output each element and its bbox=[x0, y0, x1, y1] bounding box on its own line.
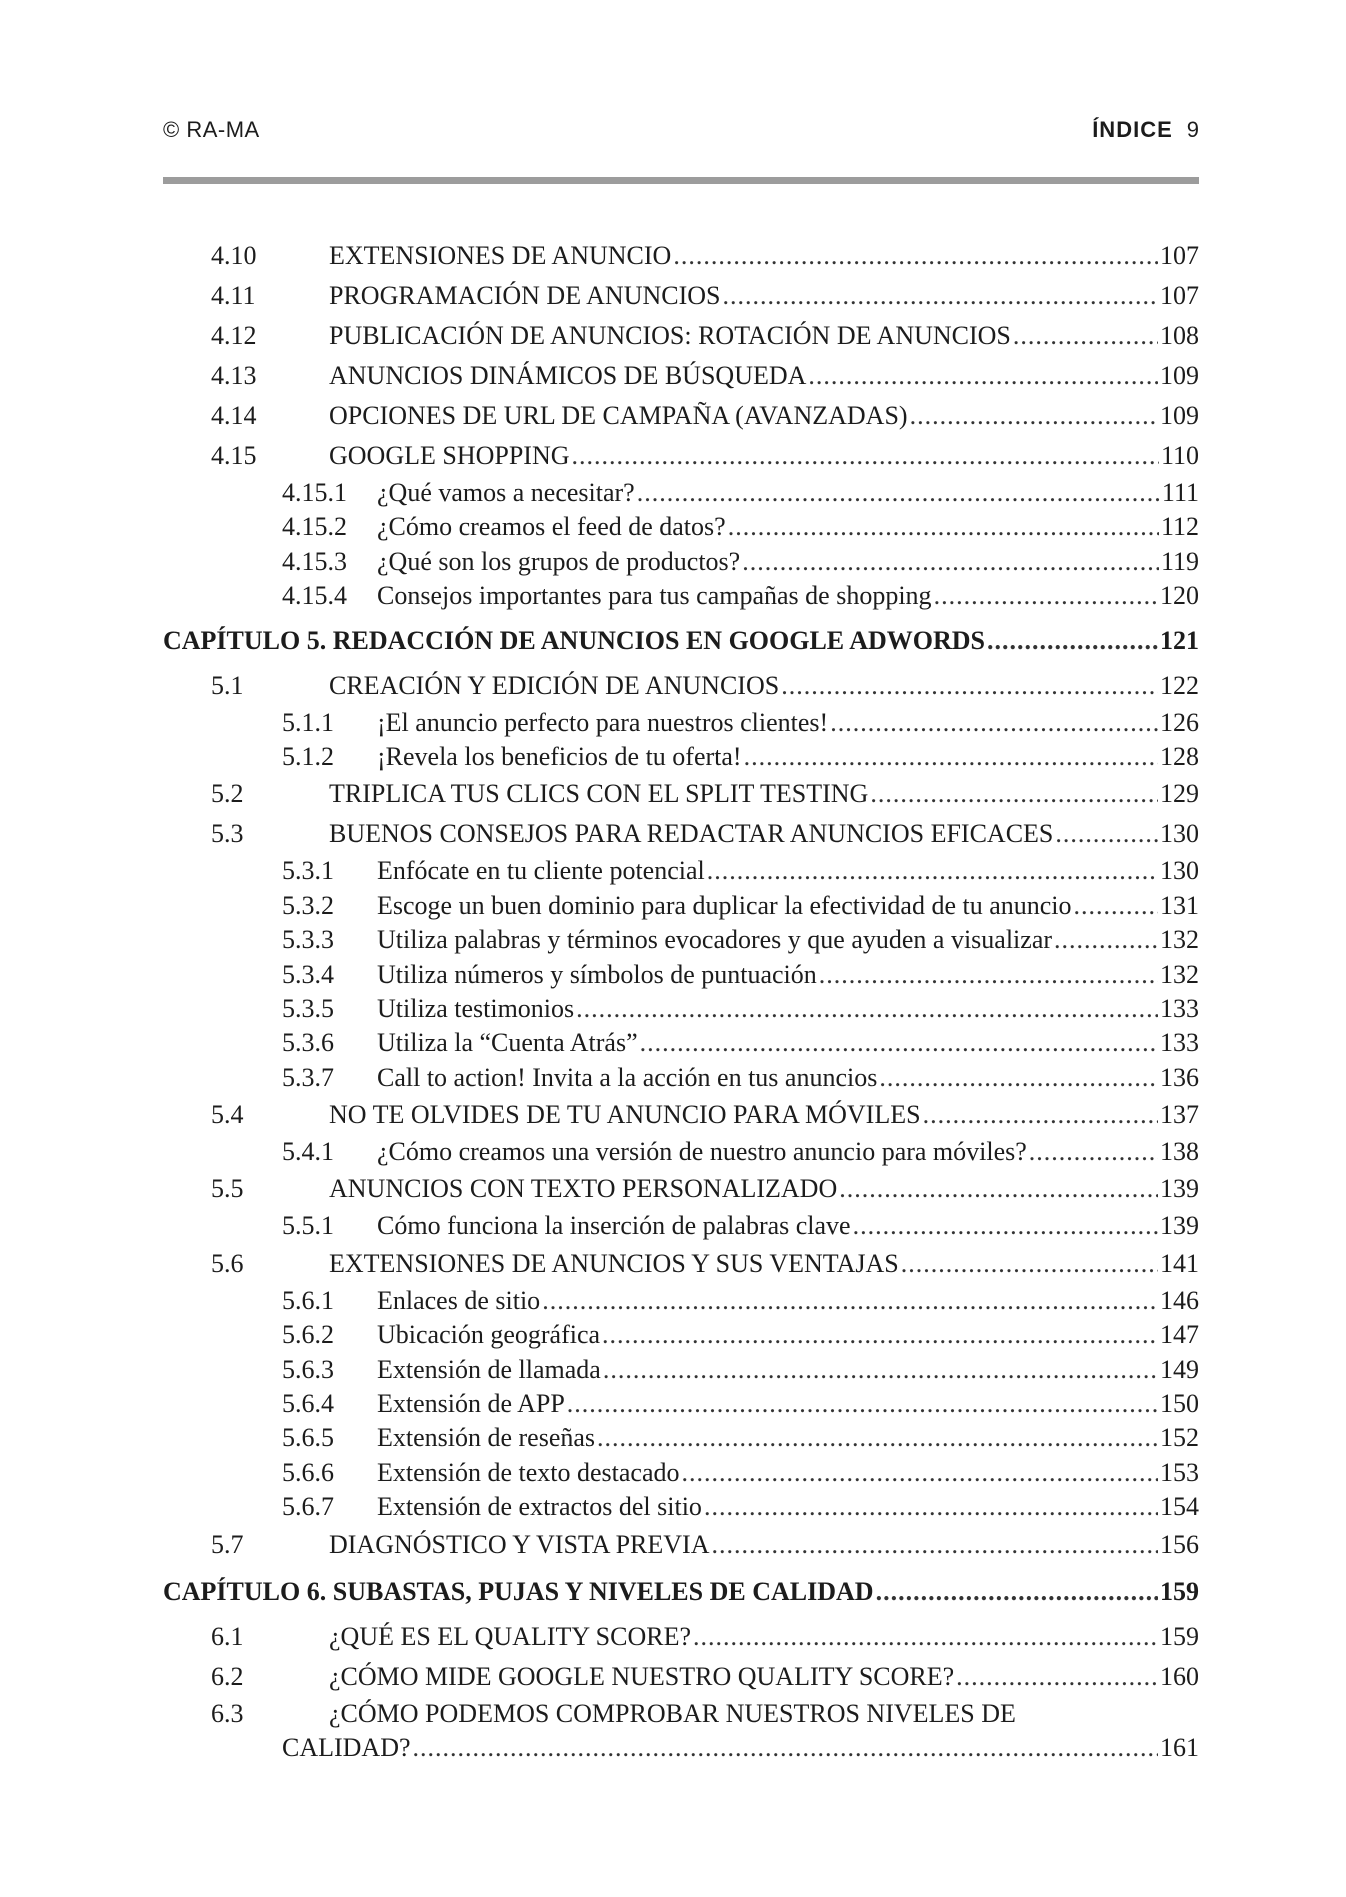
dot-leader bbox=[987, 616, 1158, 666]
entry-page: 111 bbox=[1161, 478, 1199, 507]
entry-page: 109 bbox=[1160, 401, 1199, 430]
dot-leader bbox=[542, 1284, 1158, 1318]
entry-title: CAPÍTULO 5. REDACCIÓN DE ANUNCIOS EN GOOGLE ADWORDS bbox=[163, 625, 985, 655]
toc-entry-6-3[interactable] bbox=[163, 1697, 1199, 1731]
entry-title: ¡Revela los beneficios de tu oferta! bbox=[377, 741, 742, 771]
entry-page: 121 bbox=[1160, 625, 1199, 655]
entry-number: 4.15.1 bbox=[282, 478, 347, 507]
entry-number: 5.6.1 bbox=[282, 1285, 334, 1315]
toc-subsection-entry[interactable] bbox=[163, 1135, 1199, 1169]
dot-leader bbox=[1055, 814, 1158, 854]
dot-leader bbox=[870, 774, 1158, 814]
dot-leader bbox=[576, 992, 1158, 1026]
dot-leader bbox=[934, 579, 1158, 613]
dot-leader bbox=[673, 236, 1158, 276]
entry-number: 4.11 bbox=[211, 281, 256, 310]
entry-page: 122 bbox=[1160, 670, 1199, 700]
toc-chapter-heading[interactable] bbox=[163, 616, 1199, 666]
toc-subsection-entry[interactable] bbox=[163, 992, 1199, 1026]
entry-title: PROGRAMACIÓN DE ANUNCIOS bbox=[329, 281, 721, 310]
entry-title: ¿Cómo creamos el feed de datos? bbox=[377, 512, 726, 542]
entry-page: 130 bbox=[1160, 819, 1199, 849]
dot-leader bbox=[839, 1169, 1158, 1209]
entry-number: 5.7 bbox=[211, 1529, 244, 1559]
entry-number: 4.15.4 bbox=[282, 581, 347, 611]
entry-page: 107 bbox=[1160, 241, 1199, 270]
toc-subsection-entry[interactable] bbox=[163, 510, 1199, 544]
toc-subsection-entry[interactable] bbox=[163, 545, 1199, 579]
entry-number: 5.3.7 bbox=[282, 1062, 334, 1092]
entry-page: 107 bbox=[1160, 281, 1199, 310]
dot-leader bbox=[567, 1387, 1158, 1421]
entry-title: ANUNCIOS DINÁMICOS DE BÚSQUEDA bbox=[329, 361, 807, 390]
toc-section-entry[interactable] bbox=[163, 1095, 1199, 1135]
entry-title: Utiliza la “Cuenta Atrás” bbox=[377, 1028, 638, 1058]
entry-number: 4.15.3 bbox=[282, 546, 347, 576]
toc-section-entry[interactable] bbox=[163, 236, 1199, 276]
dot-leader bbox=[1054, 923, 1158, 957]
entry-title: NO TE OLVIDES DE TU ANUNCIO PARA MÓVILES bbox=[329, 1100, 921, 1130]
toc-section-entry[interactable] bbox=[163, 1169, 1199, 1209]
entry-number: 5.1.1 bbox=[282, 707, 334, 737]
entry-title: ¿Cómo creamos una versión de nuestro anuncio para móviles? bbox=[377, 1137, 1027, 1167]
toc-section-entry[interactable] bbox=[163, 774, 1199, 814]
entry-page: 159 bbox=[1160, 1576, 1199, 1606]
toc-subsection-entry[interactable] bbox=[163, 1490, 1199, 1524]
copyright-label: © RA-MA bbox=[163, 117, 260, 142]
toc-section-entry[interactable] bbox=[163, 1657, 1199, 1697]
entry-title: EXTENSIONES DE ANUNCIOS Y SUS VENTAJAS bbox=[329, 1248, 899, 1278]
dot-leader bbox=[879, 1061, 1158, 1095]
entry-number: 4.12 bbox=[211, 321, 257, 350]
entry-page: 133 bbox=[1160, 993, 1199, 1023]
entry-page: 156 bbox=[1160, 1529, 1199, 1559]
toc-subsection-entry[interactable] bbox=[163, 1421, 1199, 1455]
entry-title: Extensión de llamada bbox=[377, 1354, 601, 1384]
entry-number: 6.3 bbox=[211, 1698, 244, 1728]
entry-title: Extensión de texto destacado bbox=[377, 1457, 680, 1487]
entry-page: 128 bbox=[1160, 741, 1199, 771]
toc-subsection-entry[interactable] bbox=[163, 1061, 1199, 1095]
entry-number: 4.14 bbox=[211, 401, 257, 430]
entry-page: 153 bbox=[1160, 1457, 1199, 1487]
entry-title: Utiliza números y símbolos de puntuación bbox=[377, 959, 817, 989]
entry-number: 6.1 bbox=[211, 1621, 244, 1651]
entry-page: 137 bbox=[1160, 1100, 1199, 1130]
entry-title: TRIPLICA TUS CLICS CON EL SPLIT TESTING bbox=[329, 779, 869, 809]
entry-title: GOOGLE SHOPPING bbox=[329, 441, 570, 470]
entry-number: 5.1 bbox=[211, 670, 244, 700]
entry-number: 5.3.1 bbox=[282, 856, 334, 886]
entry-number: 5.3.6 bbox=[282, 1028, 334, 1058]
entry-number: 5.6.7 bbox=[282, 1492, 334, 1522]
entry-number: 5.3.4 bbox=[282, 959, 334, 989]
entry-page: 126 bbox=[1160, 707, 1199, 737]
toc-subsection-entry[interactable] bbox=[163, 889, 1199, 923]
entry-title: ¡El anuncio perfecto para nuestros clientes! bbox=[377, 707, 829, 737]
entry-title: EXTENSIONES DE ANUNCIO bbox=[329, 241, 672, 270]
entry-title: Extensión de APP bbox=[377, 1389, 565, 1419]
entry-title-continued: CALIDAD? bbox=[282, 1732, 411, 1762]
entry-page: 141 bbox=[1160, 1248, 1199, 1278]
entry-page: 133 bbox=[1160, 1028, 1199, 1058]
toc-subsection-entry[interactable] bbox=[163, 923, 1199, 957]
entry-page: 136 bbox=[1160, 1062, 1199, 1092]
entry-title: Enfócate en tu cliente potencial bbox=[377, 856, 705, 886]
toc-section-entry[interactable] bbox=[163, 1617, 1199, 1657]
dot-leader bbox=[728, 510, 1159, 544]
entry-number: 5.2 bbox=[211, 779, 244, 809]
header-rule bbox=[163, 177, 1199, 184]
entry-page: 160 bbox=[1160, 1661, 1199, 1691]
dot-leader bbox=[603, 1353, 1158, 1387]
dot-leader bbox=[1074, 889, 1158, 923]
entry-title: Extensión de extractos del sitio bbox=[377, 1492, 702, 1522]
entry-title: ¿Qué vamos a necesitar? bbox=[377, 478, 635, 507]
section-title: ÍNDICE bbox=[1092, 117, 1173, 142]
entry-page: 130 bbox=[1160, 856, 1199, 886]
entry-title: ¿CÓMO PODEMOS COMPROBAR NUESTROS NIVELES DE bbox=[329, 1698, 1016, 1728]
entry-number: 5.3.5 bbox=[282, 993, 334, 1023]
toc-section-entry[interactable] bbox=[163, 666, 1199, 706]
toc-section-entry[interactable] bbox=[163, 1525, 1199, 1565]
entry-number: 5.6.4 bbox=[282, 1389, 334, 1419]
dot-leader bbox=[819, 958, 1158, 992]
toc-subsection-entry[interactable] bbox=[163, 1353, 1199, 1387]
entry-number: 5.4 bbox=[211, 1100, 244, 1130]
entry-number: 5.6.5 bbox=[282, 1423, 334, 1453]
toc-section-entry[interactable] bbox=[163, 1244, 1199, 1284]
entry-page: 132 bbox=[1160, 959, 1199, 989]
entry-title: CREACIÓN Y EDICIÓN DE ANUNCIOS bbox=[329, 670, 780, 700]
dot-leader bbox=[830, 706, 1158, 740]
toc-subsection-entry[interactable] bbox=[163, 1284, 1199, 1318]
entry-number: 5.6.6 bbox=[282, 1457, 334, 1487]
entry-page: 139 bbox=[1160, 1174, 1199, 1204]
entry-number: 5.3.2 bbox=[282, 890, 334, 920]
toc-entry-6-3-continued[interactable] bbox=[163, 1731, 1199, 1765]
entry-number: 5.1.2 bbox=[282, 741, 334, 771]
entry-number: 5.3 bbox=[211, 819, 244, 849]
entry-title: PUBLICACIÓN DE ANUNCIOS: ROTACIÓN DE ANUNCIOS bbox=[329, 321, 1011, 350]
dot-leader bbox=[637, 476, 1160, 510]
entry-page: 161 bbox=[1160, 1732, 1199, 1762]
toc-section-entry[interactable] bbox=[163, 356, 1199, 396]
entry-page: 112 bbox=[1160, 512, 1199, 542]
toc-subsection-entry[interactable] bbox=[163, 579, 1199, 613]
entry-number: 5.6.3 bbox=[282, 1354, 334, 1384]
entry-page: 154 bbox=[1160, 1492, 1199, 1522]
entry-number: 5.5 bbox=[211, 1174, 244, 1204]
dot-leader bbox=[744, 740, 1158, 774]
toc-subsection-entry[interactable] bbox=[163, 706, 1199, 740]
dot-leader bbox=[602, 1318, 1158, 1352]
toc-subsection-entry[interactable] bbox=[163, 1387, 1199, 1421]
dot-leader bbox=[682, 1456, 1158, 1490]
dot-leader bbox=[876, 1567, 1158, 1617]
entry-title: ¿QUÉ ES EL QUALITY SCORE? bbox=[329, 1621, 692, 1651]
entry-title: Escoge un buen dominio para duplicar la efectividad de tu anuncio bbox=[377, 890, 1072, 920]
dot-leader bbox=[723, 276, 1159, 316]
dot-leader bbox=[1029, 1135, 1158, 1169]
entry-title: Utiliza testimonios bbox=[377, 993, 575, 1023]
toc-subsection-entry[interactable] bbox=[163, 1209, 1199, 1243]
toc-section-entry[interactable] bbox=[163, 814, 1199, 854]
entry-title: Extensión de reseñas bbox=[377, 1423, 596, 1453]
entry-title: Utiliza palabras y términos evocadores y que ayuden a visualizar bbox=[377, 925, 1053, 955]
entry-page: 131 bbox=[1160, 890, 1199, 920]
dot-leader bbox=[1013, 316, 1158, 356]
toc-section-entry[interactable] bbox=[163, 436, 1199, 476]
dot-leader bbox=[808, 356, 1158, 396]
toc-section-entry[interactable] bbox=[163, 396, 1199, 436]
entry-title: Enlaces de sitio bbox=[377, 1285, 541, 1315]
dot-leader bbox=[711, 1525, 1158, 1565]
dot-leader bbox=[910, 396, 1158, 436]
dot-leader bbox=[704, 1490, 1158, 1524]
entry-page: 138 bbox=[1160, 1137, 1199, 1167]
toc-entries bbox=[163, 236, 1199, 1697]
dot-leader bbox=[572, 436, 1159, 476]
entry-page: 139 bbox=[1160, 1211, 1199, 1241]
entry-page: 150 bbox=[1160, 1389, 1199, 1419]
entry-title: OPCIONES DE URL DE CAMPAÑA (AVANZADAS) bbox=[329, 401, 908, 430]
entry-title: DIAGNÓSTICO Y VISTA PREVIA bbox=[329, 1529, 710, 1559]
entry-page: 149 bbox=[1160, 1354, 1199, 1384]
entry-title: Cómo funciona la inserción de palabras clave bbox=[377, 1211, 851, 1241]
entry-title: Consejos importantes para tus campañas de shopping bbox=[377, 581, 932, 611]
entry-page: 146 bbox=[1160, 1285, 1199, 1315]
table-of-contents bbox=[163, 236, 1199, 1765]
section-header bbox=[1092, 117, 1199, 143]
dot-leader bbox=[640, 1026, 1158, 1060]
entry-title: CAPÍTULO 6. SUBASTAS, PUJAS Y NIVELES DE CALIDAD bbox=[163, 1576, 874, 1606]
dot-leader bbox=[597, 1421, 1158, 1455]
entry-page: 147 bbox=[1160, 1320, 1199, 1350]
entry-number: 5.4.1 bbox=[282, 1137, 334, 1167]
toc-subsection-entry[interactable] bbox=[163, 740, 1199, 774]
entry-title: ANUNCIOS CON TEXTO PERSONALIZADO bbox=[329, 1174, 838, 1204]
dot-leader bbox=[742, 545, 1159, 579]
entry-title: Call to action! Invita a la acción en tus anuncios bbox=[377, 1062, 878, 1092]
running-header bbox=[163, 117, 1199, 153]
toc-subsection-entry[interactable] bbox=[163, 854, 1199, 888]
entry-title: BUENOS CONSEJOS PARA REDACTAR ANUNCIOS EFICACES bbox=[329, 819, 1054, 849]
entry-number: 6.2 bbox=[211, 1661, 244, 1691]
entry-page: 108 bbox=[1160, 321, 1199, 350]
page-number: 9 bbox=[1186, 117, 1199, 142]
entry-number: 4.15.2 bbox=[282, 512, 347, 542]
dot-leader bbox=[901, 1244, 1158, 1284]
entry-title: ¿CÓMO MIDE GOOGLE NUESTRO QUALITY SCORE? bbox=[329, 1661, 955, 1691]
entry-page: 110 bbox=[1160, 441, 1199, 470]
toc-chapter-heading[interactable] bbox=[163, 1567, 1199, 1617]
entry-number: 5.6 bbox=[211, 1248, 244, 1278]
entry-page: 159 bbox=[1160, 1621, 1199, 1651]
entry-page: 129 bbox=[1160, 779, 1199, 809]
dot-leader bbox=[956, 1657, 1158, 1697]
toc-subsection-entry[interactable] bbox=[163, 1318, 1199, 1352]
entry-page: 120 bbox=[1160, 581, 1199, 611]
entry-page: 119 bbox=[1160, 546, 1199, 576]
entry-number: 5.5.1 bbox=[282, 1211, 334, 1241]
toc-subsection-entry[interactable] bbox=[163, 958, 1199, 992]
toc-subsection-entry[interactable] bbox=[163, 1026, 1199, 1060]
dot-leader bbox=[853, 1209, 1158, 1243]
dot-leader bbox=[923, 1095, 1158, 1135]
entry-number: 4.15 bbox=[211, 441, 257, 470]
toc-section-entry[interactable] bbox=[163, 316, 1199, 356]
toc-section-entry[interactable] bbox=[163, 276, 1199, 316]
entry-page: 132 bbox=[1160, 925, 1199, 955]
dot-leader bbox=[413, 1731, 1158, 1765]
entry-page: 152 bbox=[1160, 1423, 1199, 1453]
entry-page: 109 bbox=[1160, 361, 1199, 390]
entry-title: ¿Qué son los grupos de productos? bbox=[377, 546, 741, 576]
toc-subsection-entry[interactable] bbox=[163, 1456, 1199, 1490]
entry-number: 5.3.3 bbox=[282, 925, 334, 955]
dot-leader bbox=[781, 666, 1158, 706]
dot-leader bbox=[707, 854, 1158, 888]
entry-number: 4.10 bbox=[211, 241, 257, 270]
toc-subsection-entry[interactable] bbox=[163, 476, 1199, 510]
entry-number: 4.13 bbox=[211, 361, 257, 390]
entry-number: 5.6.2 bbox=[282, 1320, 334, 1350]
dot-leader bbox=[693, 1617, 1158, 1657]
entry-title: Ubicación geográfica bbox=[377, 1320, 601, 1350]
